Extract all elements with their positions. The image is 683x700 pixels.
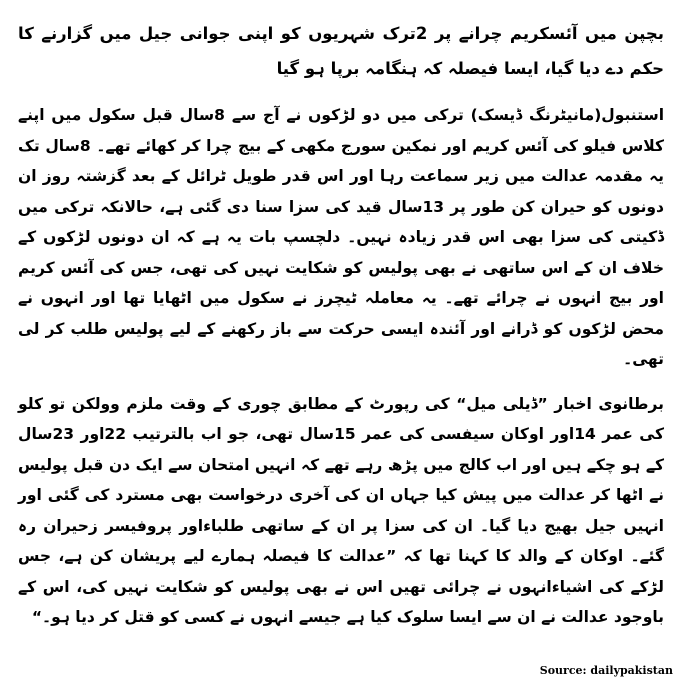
article-paragraph-1: استنبول(مانیٹرنگ ڈیسک) ترکی میں دو لڑکوں نے آج سے 8سال قبل سکول میں اپنے کلاس فیلو کی آئس کریم اور نمکین سورج مکھی کے بیج چرا کر کھائے تھے۔ 8سال تک یہ مقدمہ عدالت میں زیر سماعت رہا اور اس قدر طویل ٹرائل کے بعد گزشتہ روز ان دونوں کو حیران کن طور پر 13سال قید کی سزا سنا دی گئی ہے، حالانکہ ترکی میں ڈکیتی کی سزا بھی اس قدر زیادہ نہیں۔ دلچسپ بات یہ ہے کہ ان دونوں لڑکوں کے خلاف ان کے اس ساتھی نے بھی پولیس کو شکایت نہیں کی تھی، جس کی آئس کریم اور بیج انہوں نے چرائے تھے۔ یہ معاملہ ٹیچرز نے سکول میں اٹھایا تھا اور انہوں نے محض لڑکوں کو ڈرانے اور آئندہ ایسی حرکت سے باز رکھنے کے لیے پولیس طلب کر لی تھی۔ [18,106,665,368]
news-article [18,16,664,647]
article-paragraph-2: برطانوی اخبار ”ڈیلی میل“ کی رپورٹ کے مطابق چوری کے وقت ملزم وولکن تو کلو کی عمر 14اور اوکان سیفسی کی عمر 15سال تھی، جو اب بالترتیب 22اور 23سال کے ہو چکے ہیں اور اب کالج میں پڑھ رہے تھے کہ انہیں امتحان سے ایک دن قبل پولیس نے اٹھا کر عدالت میں پیش کیا جہاں ان کی آخری درخواست بھی مسترد کی گئی اور انہیں جیل بھیج دیا گیا۔ ان کی سزا پر ان کے ساتھی طلباءاور پروفیسر زحیران رہ گئے۔ اوکان کے والد کا کہنا تھا کہ ”عدالت کا فیصلہ ہمارے لیے پریشان کن ہے، جس لڑکے کی اشیاءانہوں نے چرائی تھیں اس نے بھی پولیس کو شکایت نہیں کی، اس کے باوجود عدالت نے ان سے ایسا سلوک کیا ہے جیسے انہوں نے کسی کو قتل کر دیا ہو۔“ [18,394,664,626]
source-credit: Source: dailypakistan [539,664,673,677]
article-headline: بچپن میں آئسکریم چرانے پر 2ترک شہریوں کو اپنی جوانی جیل میں گزارنے کا حکم دے دیا گیا، ایسا فیصلہ کہ ہنگامہ برپا ہو گیا [18,24,664,78]
